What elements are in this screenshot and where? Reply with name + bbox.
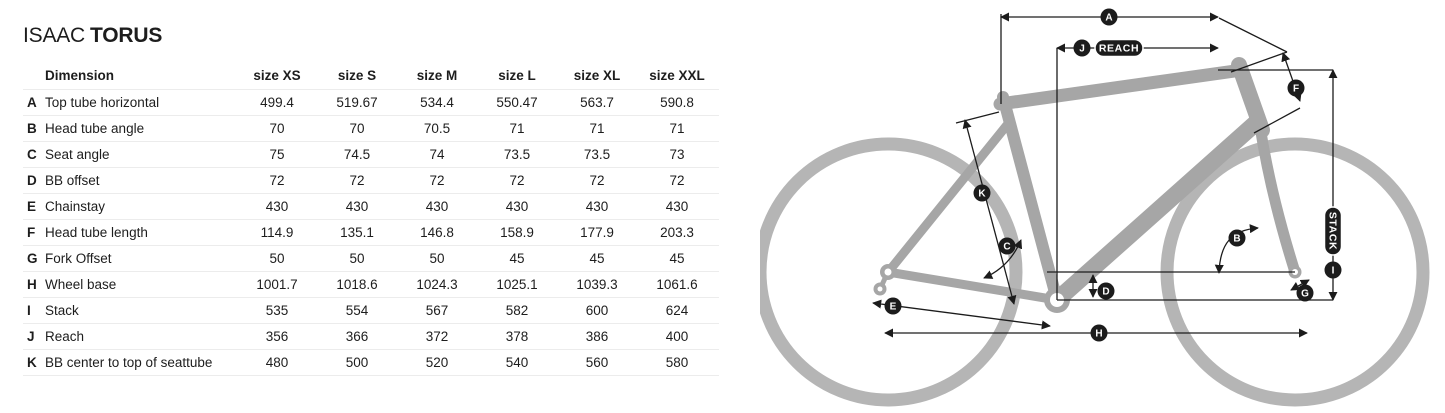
dimension-value: 563.7: [580, 95, 614, 110]
top-tube: [1000, 70, 1242, 104]
dimension-value: 74: [429, 147, 445, 162]
bike-frame: [874, 65, 1302, 313]
badge-H: [1091, 325, 1108, 342]
dimension-label: Head tube angle: [45, 121, 145, 136]
dimension-label: Fork Offset: [45, 251, 112, 266]
table-row: [23, 272, 719, 298]
dimension-value: 72: [589, 173, 605, 188]
dimension-value: 73.5: [583, 147, 611, 162]
dimension-value: 74.5: [343, 147, 371, 162]
dimension-value: 430: [425, 199, 449, 214]
table-row: [23, 142, 719, 168]
dimension-value: 146.8: [420, 225, 454, 240]
rear-axle-hole: [885, 269, 892, 276]
dimension-value: 71: [509, 121, 525, 136]
bike-geometry-diagram: [760, 0, 1445, 413]
dimension-value: 114.9: [260, 225, 294, 240]
dimension-value: 72: [509, 173, 525, 188]
dimension-value: 580: [665, 355, 689, 370]
dimension-value: 430: [265, 199, 289, 214]
column-header-size: size XL: [573, 68, 621, 83]
badge-J: [1074, 40, 1091, 57]
dimension-label: BB offset: [45, 173, 100, 188]
dimension-label: Stack: [45, 303, 79, 318]
chain-stay: [888, 272, 1057, 300]
column-header-size: size XS: [253, 68, 301, 83]
dimension-value: 50: [349, 251, 365, 266]
dimension-value: 177.9: [580, 225, 614, 240]
badge-E: [885, 298, 902, 315]
dimension-letter: I: [27, 303, 31, 318]
dimension-value: 45: [509, 251, 525, 266]
dimension-value: 499.4: [260, 95, 294, 110]
dimension-letter: D: [27, 173, 37, 188]
dimension-label: Head tube length: [45, 225, 148, 240]
dimension-value: 372: [425, 329, 449, 344]
dimension-value: 540: [505, 355, 529, 370]
dimension-letter: A: [27, 95, 37, 110]
dimension-value: 70: [269, 121, 285, 136]
dimension-value: 72: [349, 173, 365, 188]
dimension-value: 567: [425, 303, 449, 318]
stack-pill: [1325, 207, 1342, 255]
dimension-value: 560: [585, 355, 609, 370]
reach-pill: [1095, 40, 1143, 57]
dimension-value: 534.4: [420, 95, 454, 110]
column-header-dimension: Dimension: [45, 68, 115, 83]
dimension-letter: K: [27, 355, 37, 370]
dimension-label: Reach: [45, 329, 85, 344]
dimension-value: 135.1: [340, 225, 374, 240]
dimension-value: 430: [665, 199, 689, 214]
stack-pill-label: STACK: [1326, 211, 1339, 251]
dimension-letter: G: [27, 251, 38, 266]
column-header-size: size M: [416, 68, 458, 83]
table-body: [23, 90, 719, 376]
svg-text:B: B: [1233, 233, 1241, 245]
svg-text:I: I: [1331, 265, 1335, 277]
badge-G: [1297, 285, 1314, 302]
column-header-size: size S: [337, 68, 377, 83]
dimension-value: 72: [269, 173, 285, 188]
dimension-value: 430: [505, 199, 529, 214]
svg-text:E: E: [889, 301, 897, 313]
dimension-value: 480: [265, 355, 289, 370]
dimension-letter: F: [27, 225, 36, 240]
reach-pill-label: REACH: [1098, 42, 1140, 55]
table-row: [23, 116, 719, 142]
column-header-size: size L: [498, 68, 536, 83]
dimension-value: 203.3: [660, 225, 694, 240]
dimension-value: 356: [265, 329, 289, 344]
badge-B: [1229, 230, 1246, 247]
dimension-label: Top tube horizontal: [45, 95, 160, 110]
dimension-value: 366: [345, 329, 369, 344]
table-header-row: [23, 62, 719, 90]
dimension-letter: C: [27, 147, 37, 162]
svg-text:C: C: [1003, 241, 1011, 253]
svg-text:D: D: [1102, 286, 1110, 298]
badge-A: [1101, 9, 1118, 26]
dimension-value: 1018.6: [336, 277, 378, 292]
dimension-label: Chainstay: [45, 199, 106, 214]
svg-text:K: K: [978, 188, 986, 200]
dimension-value: 73.5: [503, 147, 531, 162]
column-header-size: size XXL: [649, 68, 705, 83]
dimension-letter: B: [27, 121, 37, 136]
geometry-table: [23, 62, 719, 376]
dimension-value: 1039.3: [576, 277, 618, 292]
dimension-value: 535: [265, 303, 289, 318]
dimension-value: 45: [589, 251, 605, 266]
table-row: [23, 350, 719, 376]
dimension-value: 1025.1: [496, 277, 538, 292]
dimension-value: 72: [669, 173, 685, 188]
dimension-letter: H: [27, 277, 37, 292]
dimension-value: 1024.3: [416, 277, 458, 292]
dimension-value: 75: [269, 147, 285, 162]
dimension-value: 1001.7: [256, 277, 298, 292]
dimension-value: 500: [345, 355, 369, 370]
page-title: [23, 24, 162, 48]
dimension-value: 70: [349, 121, 365, 136]
dimension-value: 71: [669, 121, 685, 136]
dimension-value: 72: [429, 173, 445, 188]
svg-text:A: A: [1105, 12, 1113, 24]
dimension-letter: E: [27, 199, 37, 214]
dimension-value: 400: [665, 329, 689, 344]
dimension-value: 70.5: [423, 121, 451, 136]
table-row: [23, 298, 719, 324]
badge-F: [1288, 80, 1305, 97]
hanger-hole: [878, 287, 883, 292]
dimension-value: 73: [669, 147, 685, 162]
dimension-letter: J: [27, 329, 35, 344]
dimension-value: 582: [505, 303, 529, 318]
top-tube-leader: [1219, 18, 1287, 52]
model-name: TORUS: [90, 24, 163, 47]
dimension-value: 430: [585, 199, 609, 214]
table-row: [23, 194, 719, 220]
brand-name: ISAAC: [23, 24, 86, 47]
dimension-value: 590.8: [660, 95, 694, 110]
dimension-value: 1061.6: [656, 277, 698, 292]
dimension-value: 520: [425, 355, 449, 370]
svg-text:F: F: [1292, 83, 1300, 95]
dimension-value: 430: [345, 199, 369, 214]
seattube-top-tick: [956, 112, 999, 123]
table-row: [23, 220, 719, 246]
table-row: [23, 168, 719, 194]
badge-D: [1098, 283, 1115, 300]
badge-C: [999, 238, 1016, 255]
dimension-value: 71: [589, 121, 605, 136]
table-row: [23, 324, 719, 350]
dimension-label: Seat angle: [45, 147, 110, 162]
badge-K: [974, 185, 991, 202]
dimension-value: 378: [505, 329, 529, 344]
dimension-value: 554: [345, 303, 369, 318]
svg-text:J: J: [1079, 43, 1085, 55]
dimension-value: 624: [665, 303, 689, 318]
dimension-value: 45: [669, 251, 685, 266]
table-row: [23, 90, 719, 116]
dimension-label: BB center to top of seattube: [45, 355, 213, 370]
dimension-value: 50: [429, 251, 445, 266]
table-row: [23, 246, 719, 272]
dimension-value: 600: [585, 303, 609, 318]
down-tube: [1057, 122, 1257, 300]
svg-text:H: H: [1095, 328, 1103, 340]
dimension-label: Wheel base: [45, 277, 117, 292]
dimension-value: 158.9: [500, 225, 534, 240]
svg-text:G: G: [1301, 288, 1309, 300]
dimension-value: 50: [269, 251, 285, 266]
dimension-value: 386: [585, 329, 609, 344]
dimension-value: 519.67: [336, 95, 378, 110]
dimension-value: 550.47: [496, 95, 538, 110]
badge-I: [1325, 262, 1342, 279]
